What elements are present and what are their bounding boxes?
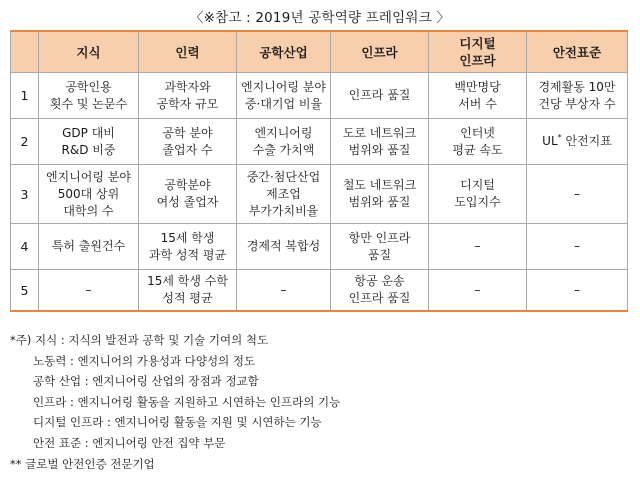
row-number: 2 [11, 119, 39, 165]
footnote-line: 안전 표준 : 엔지니어링 안전 집약 부문 [33, 435, 226, 450]
table-cell: 과학자와 공학자 규모 [139, 73, 237, 119]
table-cell: 경제적 복합성 [237, 224, 331, 270]
ul-prefix: UL [542, 134, 558, 148]
page-title: 〈※참고 : 2019년 공학역량 프레임워크 〉 [189, 10, 451, 26]
table-cell: 철도 네트워크 범위와 품질 [331, 165, 429, 224]
table-cell: – [527, 270, 628, 312]
header-cell-infrastructure: 인프라 [331, 31, 429, 73]
table-cell: 인프라 품질 [331, 73, 429, 119]
table-row [11, 165, 628, 224]
footnote-line: *주) 지식 : 지식의 발전과 공학 및 기술 기여의 척도 [10, 333, 269, 347]
table-cell: 엔지니어링 분야 중·대기업 비율 [237, 73, 331, 119]
header-cell-safety-standards: 안전표준 [527, 31, 628, 73]
row-number: 3 [11, 165, 39, 224]
table-row [11, 224, 628, 270]
table-cell: GDP 대비 R&D 비중 [39, 119, 139, 165]
table-cell: – [39, 270, 139, 312]
row-number: 4 [11, 224, 39, 270]
table-cell: – [527, 165, 628, 224]
table-cell: 인터넷 평균 속도 [429, 119, 527, 165]
header-cell-digital-infrastructure: 디지털 인프라 [429, 31, 527, 73]
header-row [11, 31, 628, 73]
footnote-line: 공학 산업 : 엔지니어링 산업의 장점과 정교함 [33, 374, 259, 389]
header-cell-no [11, 31, 39, 73]
footnote-line: ** 글로벌 안전인증 전문기업 [10, 456, 155, 471]
row-number: 5 [11, 270, 39, 312]
header-cell-workforce: 인력 [139, 31, 237, 73]
table-cell: 15세 학생 과학 성적 평균 [139, 224, 237, 270]
table-cell: 엔지니어링 분야 500대 상위 대학의 수 [39, 165, 139, 224]
table-cell: – [429, 224, 527, 270]
footnote-line: 디지털 인프라 : 엔지니어링 활동을 지원 및 시연하는 기능 [33, 415, 322, 430]
header-cell-knowledge: 지식 [39, 31, 139, 73]
table-cell: 도로 네트워크 범위와 품질 [331, 119, 429, 165]
header-cell-engineering-industry: 공학산업 [237, 31, 331, 73]
table-cell: 디지털 도입지수 [429, 165, 527, 224]
table-row [11, 270, 628, 312]
ul-safety-cell [527, 119, 628, 165]
table-cell: 백만명당 서버 수 [429, 73, 527, 119]
table-cell: – [237, 270, 331, 312]
table-cell: 엔지니어링 수출 가치액 [237, 119, 331, 165]
table-row [11, 119, 628, 165]
table-cell: 공학인용 횟수 및 논문수 [39, 73, 139, 119]
ul-suffix: 안전지표 [561, 134, 612, 148]
footnote-line: 노동력 : 엔지니어의 가용성과 다양성의 정도 [33, 353, 256, 368]
table-cell: 항만 인프라 품질 [331, 224, 429, 270]
table-cell: 15세 학생 수학 성적 평균 [139, 270, 237, 312]
table-cell: 공학분야 여성 졸업자 [139, 165, 237, 224]
framework-table [10, 30, 628, 312]
footnotes [10, 330, 340, 474]
table-cell: 중간·첨단산업 제조업 부가가치비율 [237, 165, 331, 224]
table-cell: 경제활동 10만 건당 부상자 수 [527, 73, 628, 119]
table-cell: 특허 출원건수 [39, 224, 139, 270]
table-row [11, 73, 628, 119]
table-cell: – [527, 224, 628, 270]
row-number: 1 [11, 73, 39, 119]
table-cell: 항공 운송 인프라 품질 [331, 270, 429, 312]
table-cell: 공학 분야 졸업자 수 [139, 119, 237, 165]
ul-footnote-mark: * [557, 133, 562, 142]
footnote-line: 인프라 : 엔지니어링 활동을 지원하고 시연하는 인프라의 기능 [33, 394, 341, 409]
table-cell: – [429, 270, 527, 312]
